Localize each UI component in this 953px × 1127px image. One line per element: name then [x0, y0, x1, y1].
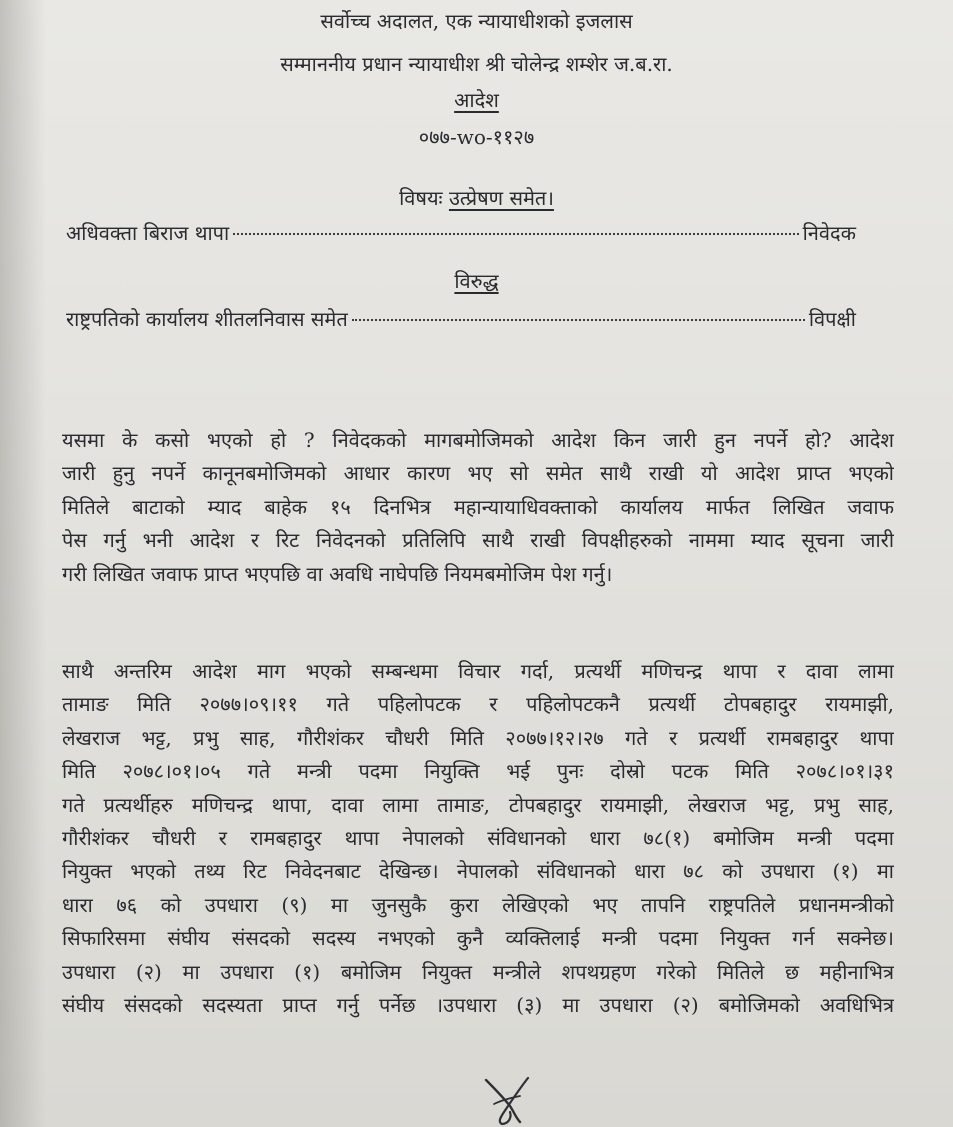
paragraph-line: धारा ७६ को उपधारा (९) मा जुनसुकै कुरा लेखिएको भए तापनि राष्ट्रपतिले प्रधानमन्त्रीको — [62, 892, 894, 917]
paragraph-line: साथै अन्तरिम आदेश माग भएको सम्बन्धमा विचार गर्दा, प्रत्यर्थी मणिचन्द्र थापा र दावा लामा — [62, 659, 894, 683]
paragraph-line: पेस गर्नु भनी आदेश र रिट निवेदनको प्रतिलिपि साथै राखी विपक्षीहरुको नाममा म्याद सूचना जारी — [62, 528, 894, 553]
respondent-line — [66, 306, 856, 332]
paragraph-line: नियुक्त भएको तथ्य रिट निवेदनबाट देखिन्छ। नेपालको संविधानको धारा ७८ को उपधारा (१) मा — [62, 859, 894, 884]
paragraph-line: यसमा के कसो भएको हो ? निवेदकको मागबमोजिमको आदेश किन जारी हुन नपर्ने हो? आदेश — [62, 428, 894, 452]
paragraph-line: संघीय संसदको सदस्यता प्राप्त गर्नु पर्नेछ ।उपधारा (३) मा उपधारा (२) बमोजिमको अवधिभित्र — [62, 993, 894, 1018]
order-title-text: आदेश — [454, 88, 499, 112]
dotted-leader — [352, 319, 805, 321]
paragraph-line: गौरीशंकर चौधरी र रामबहादुर थापा नेपालको संविधानको धारा ७८(१) बमोजिम मन्त्री पदमा — [62, 826, 894, 851]
respondent-role: विपक्षी — [808, 307, 856, 331]
dotted-leader — [233, 233, 798, 235]
paragraph-line: गते प्रत्यर्थीहरु मणिचन्द्र थापा, दावा लामा तामाङ, टोपबहादुर रायमाझी, लेखराज भट्ट, प्रभु साह, — [62, 792, 894, 817]
order-paragraph-1 — [62, 424, 894, 591]
petitioner-name: अधिवक्ता बिराज थापा — [66, 221, 230, 245]
versus-line — [0, 268, 953, 294]
subject-label: विषयः — [399, 186, 443, 210]
order-paragraph-2 — [62, 655, 894, 1022]
subject-value: उत्प्रेषण समेत। — [448, 186, 554, 210]
subject-line — [0, 185, 953, 211]
case-number: ०७७-wo-११२७ — [418, 125, 535, 149]
paragraph-line: मितिले बाटाको म्याद बाहेक १५ दिनभित्र महान्यायाधिवक्ताको कार्यालय मार्फत लिखित जवाफ — [62, 494, 894, 519]
paragraph-line: सिफारिसमा संघीय संसदको सदस्य नभएको कुनै व्यक्तिलाई मन्त्री पदमा नियुक्त गर्न सक्नेछ। — [62, 926, 894, 951]
petitioner-role: निवेदक — [802, 221, 856, 245]
paragraph-line: गरी लिखित जवाफ प्राप्त भएपछि वा अवधि नाघेपछि नियमबमोजिम पेश गर्नु। — [62, 561, 613, 586]
paragraph-line: तामाङ मिति २०७७।०९।११ गते पहिलोपटक र पहिलोपटकनै प्रत्यर्थी टोपबहादुर रायमाझी, — [62, 692, 894, 717]
versus-text: विरुद्ध — [454, 269, 499, 293]
court-name-line: सर्वोच्च अदालत, एक न्यायाधीशको इजलास — [320, 9, 633, 33]
page-edge-shadow — [0, 0, 46, 1127]
paragraph-line: मिति २०७८।०१।०५ गते मन्त्री पदमा नियुक्ति भई पुनः दोस्रो पटक मिति २०७८।०१।३१ — [62, 759, 894, 784]
paragraph-line: जारी हुनु नपर्ने कानूनबमोजिमको आधार कारण भए सो समेत साथै राखी यो आदेश प्राप्त भएको — [62, 461, 894, 486]
petitioner-line — [66, 220, 856, 246]
respondent-name: राष्ट्रपतिको कार्यालय शीतलनिवास समेत — [66, 307, 348, 331]
paragraph-line: उपधारा (२) मा उपधारा (१) बमोजिम नियुक्त मन्त्रीले शपथग्रहण गरेको मितिले छ महीनाभित्र — [62, 959, 894, 984]
judge-name-line: सम्माननीय प्रधान न्यायाधीश श्री चोलेन्द्र शम्शेर ज.ब.रा. — [280, 52, 673, 76]
order-title — [0, 87, 953, 113]
paragraph-line: लेखराज भट्ट, प्रभु साह, गौरीशंकर चौधरी मिति २०७७।१२।२७ गते र प्रत्यर्थी रामबहादुर थापा — [62, 725, 894, 750]
handwritten-signature-mark — [480, 1074, 538, 1126]
